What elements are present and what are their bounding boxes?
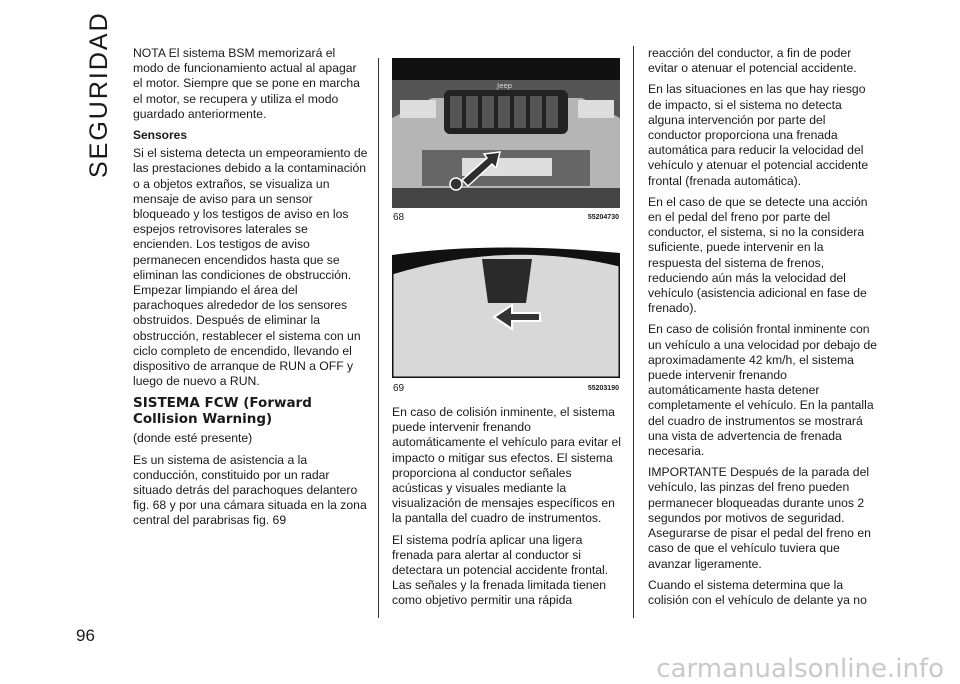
- col3-paragraph-2: En las situaciones en las que hay riesgo de impacto, si el sistema no detecta alguna intervención por parte del conductor proporciona una frenada automática para reducir la velocidad del vehículo y atenuar el potencial accidente frontal (frenada automática).: [648, 82, 869, 188]
- column-divider-1: [378, 58, 379, 618]
- section-title: SEGURIDAD: [85, 11, 113, 178]
- col3-paragraph-6: Cuando el sistema determina que la colisión con el vehículo de delante ya no: [648, 577, 867, 607]
- figure-69-number: 69: [393, 383, 405, 394]
- figure-69-code: 55203190: [587, 385, 619, 392]
- sensores-heading: Sensores: [133, 128, 188, 143]
- column-1: [133, 46, 369, 535]
- column-3: [648, 46, 880, 614]
- figure-68-code: 55204730: [587, 214, 619, 221]
- col3-paragraph-4: En caso de colisión frontal inminente con un vehículo a una velocidad por debajo de aproximadamente 42 km/h, el sistema puede intervenir frenando automáticamente hasta detener completamente el vehículo. En la pantalla del cuadro de instrumentos se mostrará una vista de advertencia de frenada necesaria.: [648, 322, 878, 459]
- watermark: carmanualsonline.info: [656, 654, 944, 684]
- col2-paragraph-1: En caso de colisión inminente, el sistema puede intervenir frenando automáticamente el vehículo para evitar el impacto o mitigar sus efectos. El sistema proporciona al conductor señales acústicas y visuales mediante la visualización de mensajes específicos en la pantalla del cuadro de instrumentos.: [392, 405, 621, 526]
- vehicle-front-illustration: [392, 58, 620, 208]
- figure-68-image: [392, 58, 620, 208]
- col3-paragraph-5: IMPORTANTE Después de la parada del vehículo, las pinzas del freno pueden permanecer bloqueadas durante unos 2 segundos por motivos de seguridad. Asegurarse de pisar el pedal del freno en caso de que el vehículo tuviera que avanzar ligeramente.: [648, 465, 871, 571]
- brand-logo: Jeep: [497, 82, 513, 90]
- figure-69-image: [392, 243, 620, 378]
- note-paragraph: NOTA El sistema BSM memorizará el modo de funcionamiento actual al apagar el motor. Siempre que se pone en marcha el motor, se recupera y utiliza el modo guardado anteriormente.: [133, 46, 360, 121]
- column-2: [392, 405, 622, 615]
- fcw-paragraph: Es un sistema de asistencia a la conducción, constituido por un radar situado detrás del parachoques delantero fig. 68 y por una cámara situada en la zona central del parabrisas fig. 69: [133, 452, 367, 528]
- column-divider-2: [633, 46, 634, 618]
- fcw-heading: SISTEMA FCW (Forward Collision Warning): [133, 395, 312, 428]
- fcw-note: (donde esté presente): [133, 431, 253, 446]
- col3-paragraph-1: reacción del conductor, a fin de poder evitar o atenuar el potencial accidente.: [648, 46, 857, 76]
- col2-paragraph-2: El sistema podría aplicar una ligera frenada para alertar al conductor si detectara un potencial accidente frontal. Las señales y la frenada limitada tienen como objetivo permitir una rápida: [392, 532, 609, 608]
- sensores-paragraph: Si el sistema detecta un empeoramiento de las prestaciones debido a la contaminación o a objetos extraños, se visualiza un mensaje de aviso para un sensor bloqueado y los testigos de aviso en los espejos retrovisores laterales se encienden. Los testigos de aviso permanecen encendidos hasta que se eliminan las condiciones de obstrucción. Empezar limpiando el área del parachoques alrededor de los sensores obstruidos. Después de eliminar la obstrucción, restablecer el sistema con un ciclo completo de encendido, llevando el dispositivo de arranque de RUN a OFF y luego de nuevo a RUN.: [133, 146, 368, 389]
- figure-68-number: 68: [393, 212, 405, 223]
- col3-paragraph-3: En el caso de que se detecte una acción en el pedal del freno por parte del conductor, el sistema, si no la considera suficiente, puede intervenir en la respuesta del sistema de frenos, reduciendo aún más la velocidad del vehículo (asistencia adicional en fase de frenado).: [648, 194, 868, 316]
- windshield-illustration: [392, 243, 620, 378]
- page-number: 96: [76, 626, 95, 645]
